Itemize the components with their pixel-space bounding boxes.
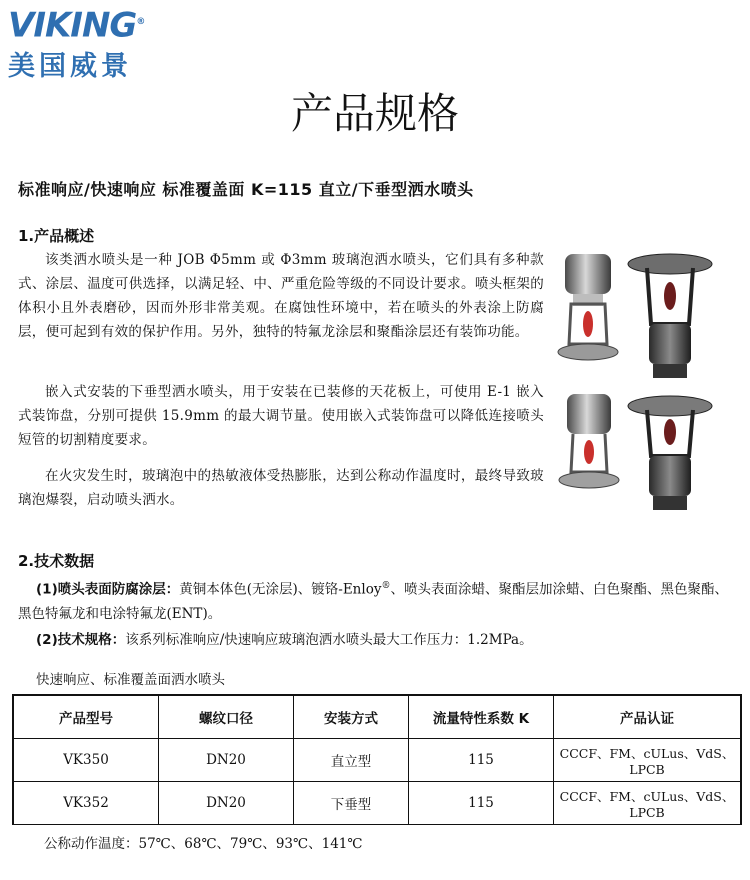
sprinkler-chrome-pendent [558,254,618,360]
sprinkler-product-photo [555,244,717,514]
coating-text: 黄铜本体色(无涂层)、镀铬-Enloy [179,581,382,598]
cell-certification: CCCF、FM、cULus、VdS、LPCB [554,782,742,825]
header-install: 安装方式 [294,695,409,739]
cell-k-factor: 115 [409,739,554,782]
brand-name-cn: 美国威景 [8,51,132,83]
header-k-factor: 流量特性系数 K [409,695,554,739]
tech-heading: 2.技术数据 [18,552,95,570]
brand-logo [8,4,158,84]
tech-item-coating [18,574,740,626]
cell-install: 直立型 [294,739,409,782]
header-certification: 产品认证 [554,695,742,739]
coating-text-rest: 、喷头表面涂蜡、聚酯层加涂蜡、白色聚酯、黑色聚酯、黑色特氟龙和电涂特氟龙(ENT)。 [18,581,728,622]
cell-k-factor: 115 [409,782,554,825]
table-row [13,739,741,782]
overview-heading: 1.产品概述 [18,227,95,245]
enloy-registered: ® [381,581,391,591]
brand-name-en: VIKING® [8,5,145,46]
cell-model: VK352 [13,782,159,825]
rated-temperature-note: 公称动作温度：57℃、68℃、79℃、93℃、141℃ [44,836,363,852]
header-thread: 螺纹口径 [159,695,294,739]
spec-label: (2)技术规格： [36,632,126,648]
overview-paragraph-2: 嵌入式安装的下垂型洒水喷头，用于安装在已装修的天花板上，可使用 E-1 嵌入式装饰盘，分别可提供 15.9mm 的最大调节量。使用嵌入式装饰盘可以降低连接喷头短管的切割精度要求。 [18,384,544,448]
header-model: 产品型号 [13,695,159,739]
product-subtitle: 标准响应/快速响应 标准覆盖面 K=115 直立/下垂型洒水喷头 [18,180,474,199]
cell-thread: DN20 [159,739,294,782]
spec-table [12,694,742,825]
cell-install: 下垂型 [294,782,409,825]
sprinkler-dark-pendent [628,396,712,510]
table-caption: 快速响应、标准覆盖面洒水喷头 [36,672,225,688]
sprinkler-chrome-upright [559,394,619,488]
overview-paragraph-1: 该类洒水喷头是一种 JOB Φ5mm 或 Φ3mm 玻璃泡洒水喷头，它们具有多种款式、涂层、温度可供选择，以满足轻、中、严重危险等级的不同设计要求。喷头框架的体积小且外表磨砂，因而外形非常美观。在腐蚀性环境中，若在喷头的外表涂上防腐层，便可起到有效的保护作用。另外，独特的特氟龙涂层和聚酯涂层还有装饰功能。 [18,252,544,340]
coating-label: (1)喷头表面防腐涂层： [36,581,180,598]
table-header-row [13,695,741,739]
cell-model: VK350 [13,739,159,782]
overview-paragraph-3: 在火灾发生时，玻璃泡中的热敏液体受热膨胀，达到公称动作温度时，最终导致玻璃泡爆裂，启动喷头洒水。 [18,468,544,508]
sprinkler-dark-upright [628,254,712,378]
page-title: 产品规格 [290,89,459,138]
tech-item-spec [18,628,740,652]
cell-thread: DN20 [159,782,294,825]
spec-text: 该系列标准响应/快速响应玻璃泡洒水喷头最大工作压力：1.2MPa。 [125,632,533,648]
cell-certification: CCCF、FM、cULus、VdS、LPCB [554,739,742,782]
table-row [13,782,741,825]
